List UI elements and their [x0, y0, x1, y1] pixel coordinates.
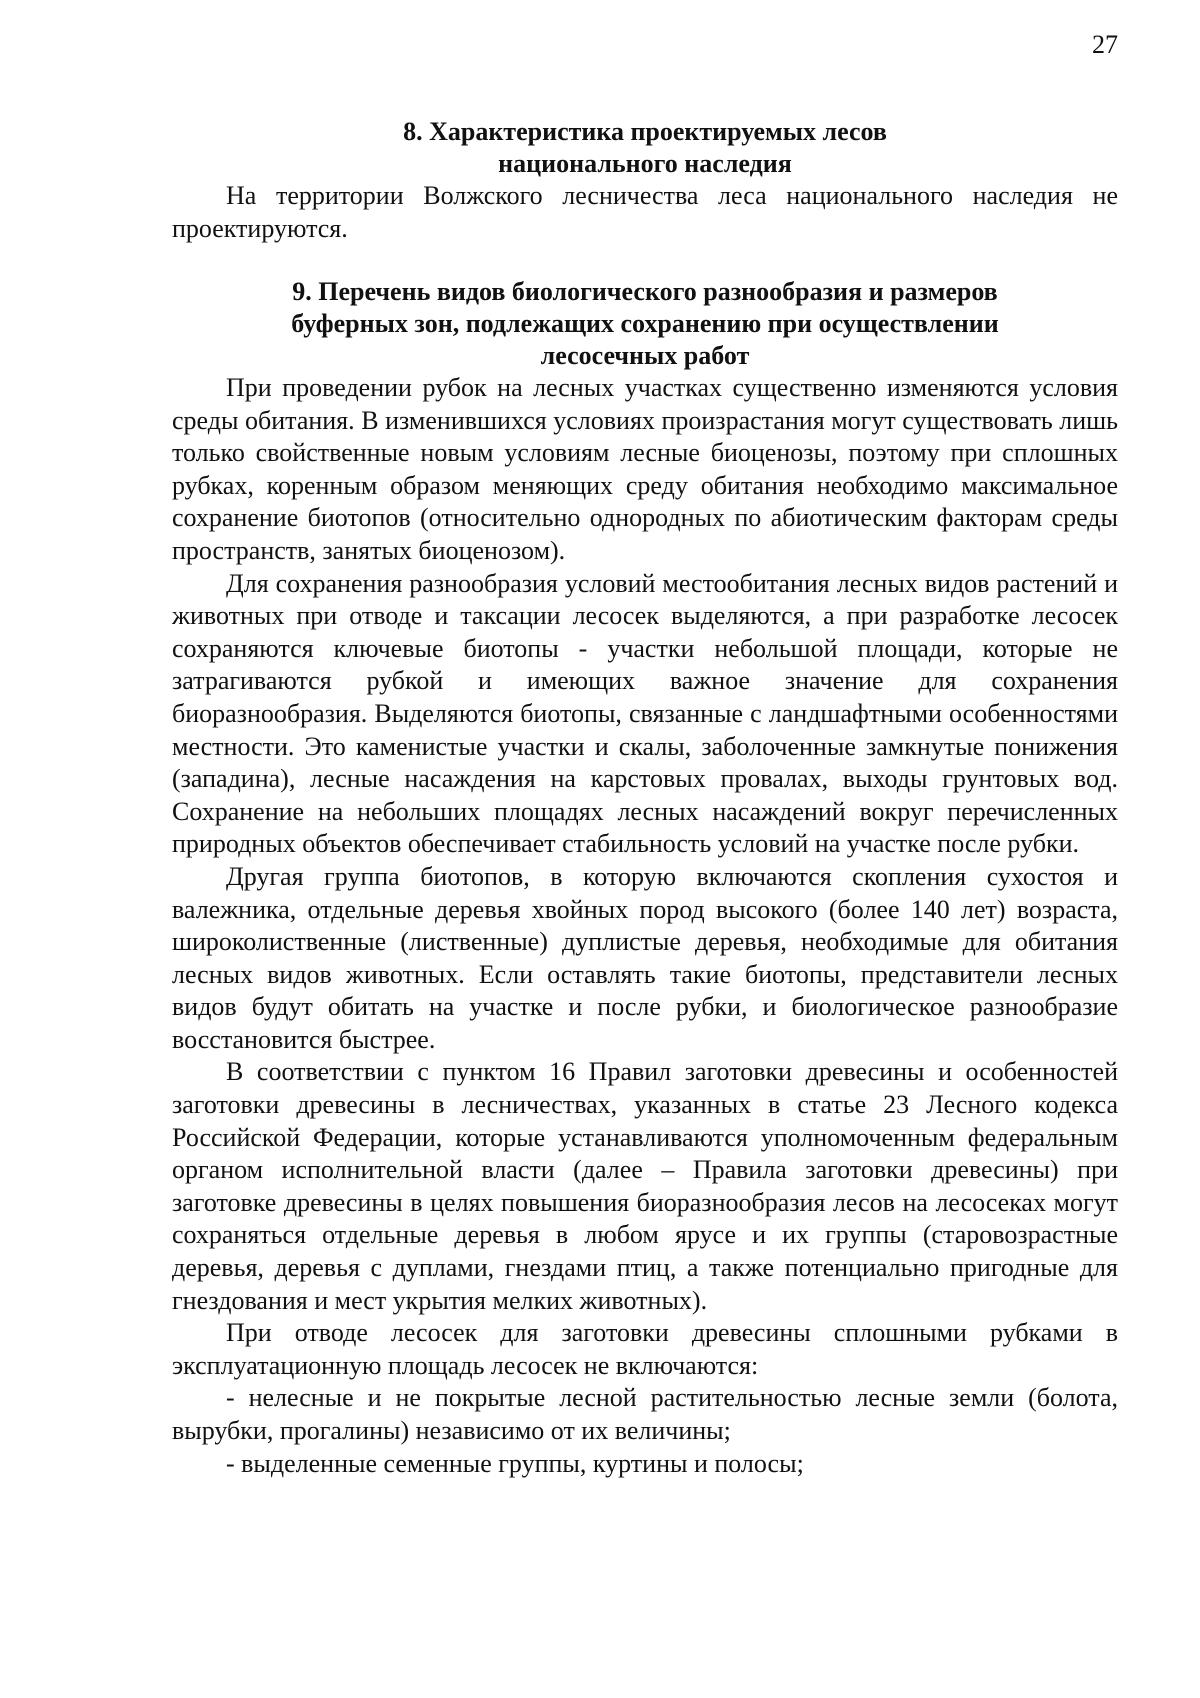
section-8-paragraph: На территории Волжского лесничества леса национального наследия не проектируются.: [172, 181, 1118, 243]
section-8-heading: [172, 116, 1118, 180]
list-item-seed-groups: - выделенные семенные группы, куртины и полосы;: [226, 1448, 804, 1478]
paragraph-other-biotopes: Другая группа биотопов, в которую включаются скопления сухостоя и валежника, отдельные деревья хвойных пород высокого (более 140 лет) возраста, широколиственные (лиственные) дуплистые деревья, необходимые для обитания лесных видов животных. Если оставлять такие биотопы, представители лесных видов будут обитать на участке и после рубки, и биологическое разнообразие восстановится быстрее.: [172, 861, 1118, 1054]
section-9-heading-line-3: лесосечных работ: [540, 341, 750, 370]
section-8-heading-line-2: национального наследия: [498, 149, 792, 178]
paragraph-harvesting-rules: В соответствии с пунктом 16 Правил заготовки древесины и особенностей заготовки древесины в лесничествах, указанных в статье 23 Лесного кодекса Российской Федерации, которые устанавливаются уполномоченным федеральным органом исполнительной власти (далее – Правила заготовки древесины) при заготовке древесины в целях повышения биоразнообразия лесов на лесосеках могут сохраняться отдельные деревья в любом ярусе и их группы (старовозрастные деревья, деревья с дуплами, гнездами птиц, а также потенциально пригодные для гнездования и мест укрытия мелких животных).: [172, 1057, 1118, 1315]
paragraph-key-biotopes: Для сохранения разнообразия условий местообитания лесных видов растений и животных при отводе и таксации лесосек выделяются, а при разработке лесосек сохраняются ключевые биотопы - участки небольшой площади, которые не затрагиваются рубкой и имеющих важное значение для сохранения биоразнообразия. Выделяются биотопы, связанные с ландшафтными особенностями местности. Это каменистые участки и скалы, заболоченные замкнутые понижения (западина), лесные насаждения на карстовых провалах, выходы грунтовых вод. Сохранение на небольших площадях лесных насаждений вокруг перечисленных природных объектов обеспечивает стабильность условий на участке после рубки.: [172, 568, 1118, 859]
list-item-nonforest-lands: - нелесные и не покрытые лесной растительностью лесные земли (болота, вырубки, прогалины) независимо от их величины;: [172, 1383, 1118, 1445]
section-national-heritage-forests: [172, 116, 1118, 245]
paragraph-habitat-change: При проведении рубок на лесных участках существенно изменяются условия среды обитания. В изменившихся условиях произрастания могут существовать лишь только свойственные новым условиям лесные биоценозы, поэтому при сплошных рубках, коренным образом меняющих среду обитания необходимо максимальное сохранение биотопов (относительно однородных по абиотическим факторам среды пространств, занятых биоценозом).: [172, 373, 1118, 565]
section-9-heading-line-2: буферных зон, подлежащих сохранению при осуществлении: [291, 309, 999, 338]
page-number: 27: [1092, 30, 1118, 59]
section-8-heading-line-1: 8. Характеристика проектируемых лесов: [403, 117, 887, 146]
section-biodiversity-buffer-zones: [172, 276, 1118, 1480]
section-9-heading-line-1: 9. Перечень видов биологического разнообразия и размеров: [292, 277, 998, 306]
paragraph-excluded-area-intro: При отводе лесосек для заготовки древесины сплошными рубками в эксплуатационную площадь лесосек не включаются:: [172, 1318, 1118, 1380]
section-9-heading: [172, 276, 1118, 372]
